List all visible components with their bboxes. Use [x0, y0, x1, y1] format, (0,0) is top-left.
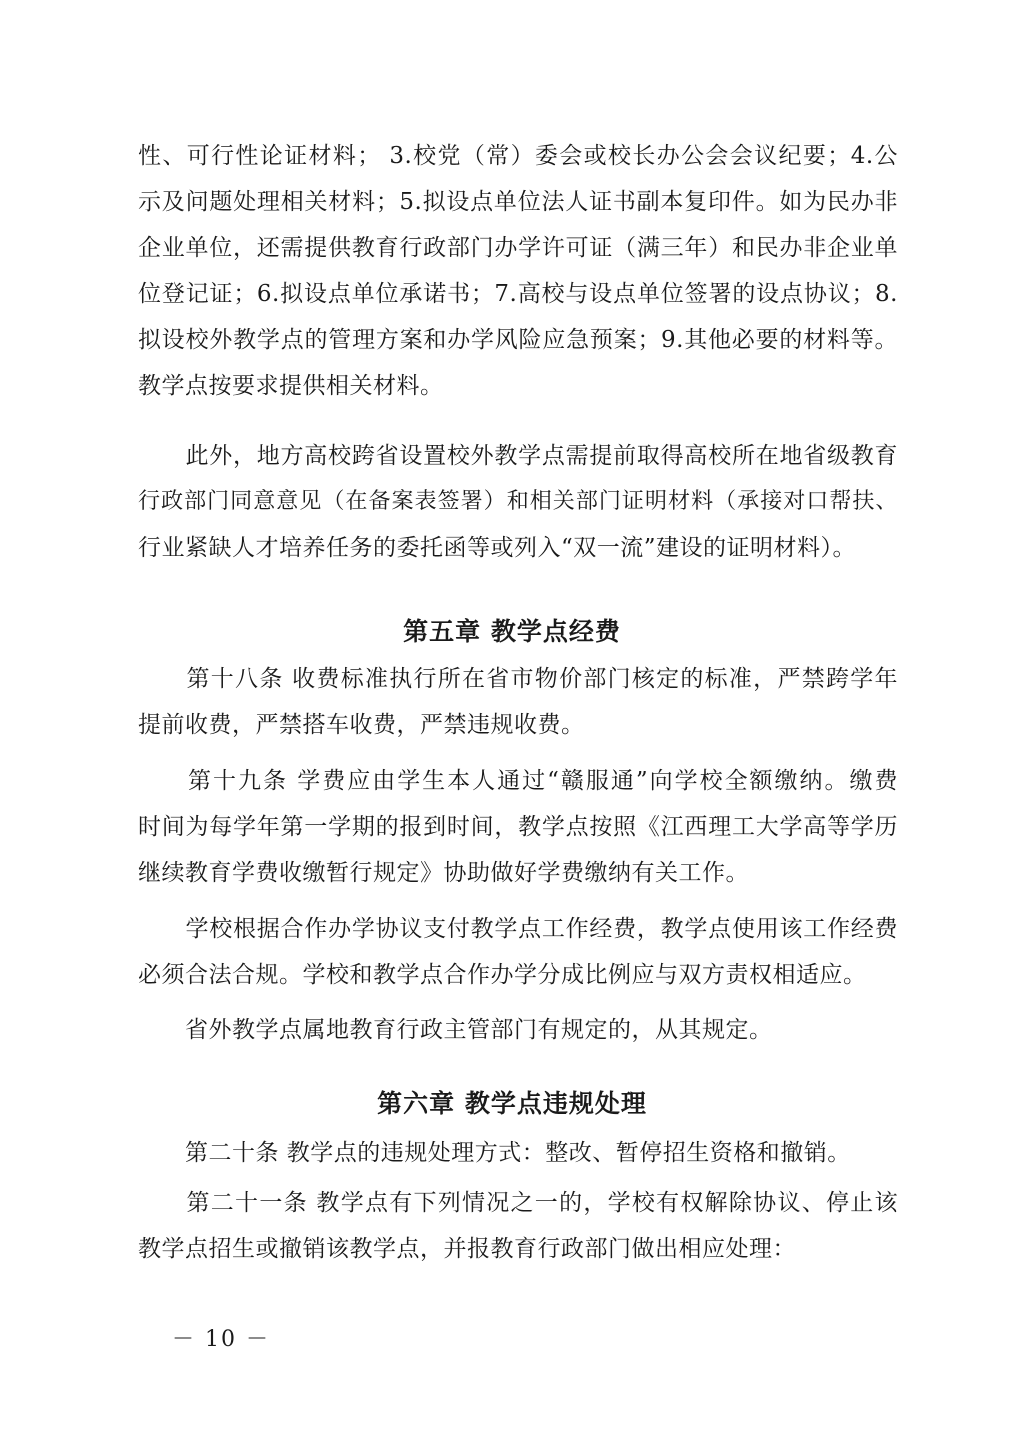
text-line: 示及问题处理相关材料；5.拟设点单位法人证书副本复印件。如为民办非: [138, 189, 898, 215]
text-line: 提前收费，严禁搭车收费，严禁违规收费。: [138, 712, 585, 738]
text-line: 学校根据合作办学协议支付教学点工作经费，教学点使用该工作经费: [138, 916, 898, 942]
paragraph-work-funds: [138, 906, 898, 998]
text-line: 此外，地方高校跨省设置校外教学点需提前取得高校所在地省级教育: [138, 443, 898, 469]
paragraph-application-materials: [138, 133, 898, 409]
chapter-five-heading: 第五章 教学点经费: [403, 617, 621, 646]
text-line: 企业单位，还需提供教育行政部门办学许可证（满三年）和民办非企业单: [138, 235, 898, 261]
text-line: 位登记证；6.拟设点单位承诺书；7.高校与设点单位签署的设点协议；8.: [138, 281, 898, 307]
text-line: 行政部门同意意见（在备案表签署）和相关部门证明材料（承接对口帮扶、: [138, 489, 898, 514]
text-line: 第十九条 学费应由学生本人通过“赣服通”向学校全额缴纳。缴费: [138, 768, 898, 794]
text-line: 性、可行性论证材料； 3.校党（常）委会或校长办公会会议纪要；4.公: [138, 143, 898, 169]
text-line: 教学点招生或撤销该教学点，并报教育行政部门做出相应处理：: [138, 1236, 796, 1262]
article-21: [138, 1180, 898, 1272]
text-line: 第二十一条 教学点有下列情况之一的，学校有权解除协议、停止该: [138, 1190, 898, 1216]
text-line: 继续教育学费收缴暂行规定》协助做好学费缴纳有关工作。: [138, 860, 749, 886]
paragraph-cross-province: [138, 433, 898, 571]
text-line: 时间为每学年第一学期的报到时间，教学点按照《江西理工大学高等学历: [138, 814, 898, 840]
text-line: 第十八条 收费标准执行所在省市物价部门核定的标准，严禁跨学年: [138, 666, 898, 692]
article-19: [138, 758, 898, 896]
text-line: 行业紧缺人才培养任务的委托函等或列入“双一流”建设的证明材料）。: [138, 535, 857, 561]
article-20: [138, 1130, 898, 1176]
text-line: 必须合法合规。学校和教学点合作办学分成比例应与双方责权相适应。: [138, 962, 867, 988]
text-line: 拟设校外教学点的管理方案和办学风险应急预案；9.其他必要的材料等。: [138, 327, 898, 353]
paragraph-out-of-province: [138, 1007, 898, 1053]
text-line: 省外教学点属地教育行政主管部门有规定的，从其规定。: [138, 1017, 773, 1043]
article-18: [138, 656, 898, 748]
chapter-six-heading: 第六章 教学点违规处理: [377, 1089, 647, 1118]
page-number: － 10 －: [172, 1327, 270, 1352]
text-line: 第二十条 教学点的违规处理方式：整改、暂停招生资格和撤销。: [138, 1140, 851, 1166]
text-line: 教学点按要求提供相关材料。: [138, 373, 444, 399]
